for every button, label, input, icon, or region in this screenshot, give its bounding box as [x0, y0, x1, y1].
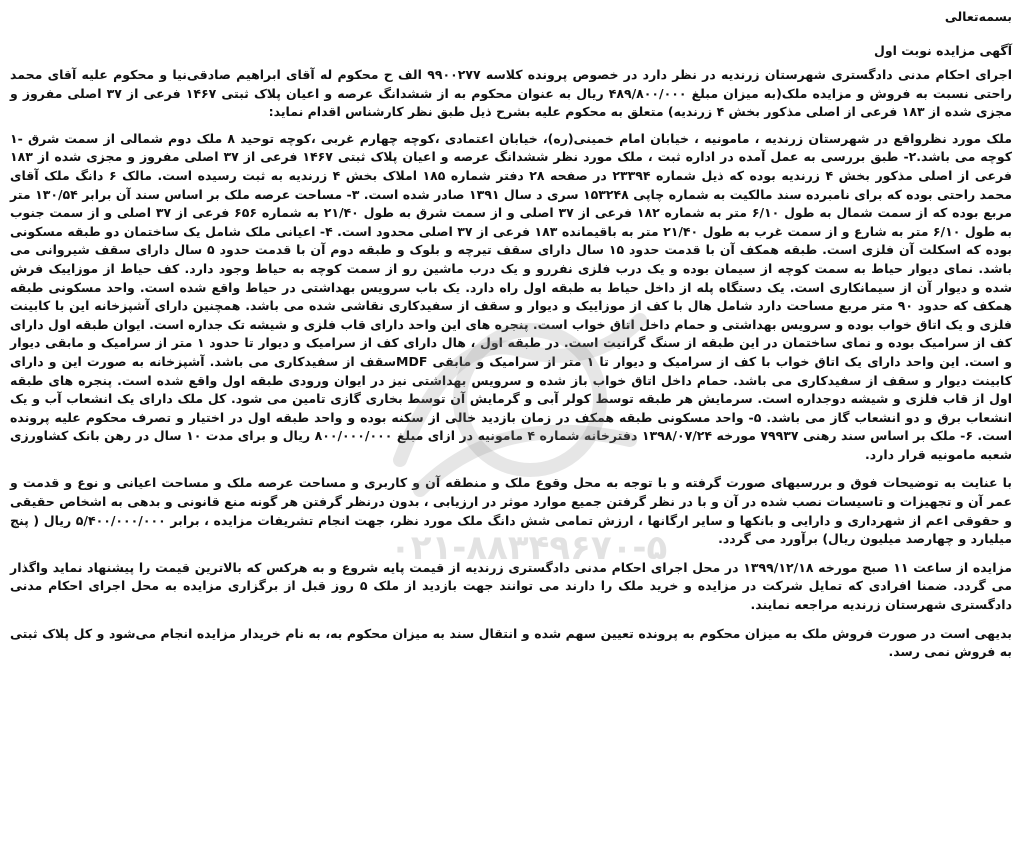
- valuation-paragraph: با عنایت به توضیحات فوق و بررسیهای صورت گرفته و با توجه به محل وقوع ملک و منطقه آن و کاربری و مساحت عرصه ملک و مساحت اعیانی و نوع و قدمت و عمر آن و تجهیزات و تاسیسات نصب شده در آن و با در نظر گرفتن جمیع موارد موثر در ارزیابی ، بدون درنظر گرفتن هر گونه منع قانونی و بدهی به اشخاص حقیقی و حقوقی اعم از شهرداری و دارایی و بانکها و سایر ارگانها ، ارزش تمامی شش دانگ ملک مورد نظر، جهت انجام تشریفات مزایده ، برابر ۵/۴۰۰/۰۰۰/۰۰۰ ریال ( پنج میلیارد و چهارصد میلیون ریال) برآورد می گردد.: [10, 475, 1012, 547]
- auction-details-paragraph: مزایده از ساعت ۱۱ صبح مورخه ۱۳۹۹/۱۲/۱۸ در محل اجرای احکام مدنی دادگستری زرندیه از قیمت پایه شروع و به هرکس که بالاترین قیمت را پیشنهاد نماید واگذار می گردد. ضمنا افرادی که تمایل شرکت در مزایده و خرید ملک را دارند می توانند جهت بازدید از ملک ۵ روز قبل از برگزاری مزایده به محل اجرای احکام مدنی دادگستری شهرستان زرندیه مراجعه نمایند.: [10, 559, 1012, 613]
- intro-paragraph: اجرای احکام مدنی دادگستری شهرستان زرندیه در نظر دارد در خصوص پرونده کلاسه ۹۹۰۰۲۷۷ الف ح محکوم له آقای ابراهیم صادقی‌نیا و محکوم علیه آقای محمد راحتی نسبت به فروش و مزایده ملک(به میزان مبلغ ۴۸۹/۸۰۰/۰۰۰ ریال به عنوان محکوم به از ششدانگ عرصه و اعیان پلاک ثبتی ۱۴۶۷ فرعی از ۳۷ اصلی مفروز و مجزی شده از ۱۸۳ فرعی از اصلی مذکور بخش ۴ زرندیه) متعلق به محکوم علیه بشرح ذیل طبق نظر کارشناس اقدام نماید:: [10, 67, 1012, 120]
- watermark-phone: ۰۲۱-۸۸۳۴۹۶۷۰-۵: [390, 528, 668, 568]
- property-description-paragraph: ملک مورد نظرواقع در شهرستان زرندیه ، مامونیه ، خیابان امام خمینی(ره)، خیابان اعتمادی ،کوچه چهارم غربی ،کوچه توحید ۸ ملک دوم شمالی از سمت شرق -۱ کوچه می باشد.۲- طبق بررسی به عمل آمده در اداره ثبت ، ملک مورد نظر ششدانگ عرصه و اعیان پلاک ثبتی ۱۴۶۷ فرعی از ۳۷ اصلی مفروز و مجزی شده از ۱۸۳ فرعی از اصلی مذکور بخش ۴ زرندیه بوده که ذیل شماره ۲۳۳۹۴ در صفحه ۲۸ دفتر شماره ۱۸۵ املاک بخش ۴ زرندیه به ثبت رسیده است. مالک ۶ دانگ ملک آقای محمد راحتی بوده که برای نامبرده سند مالکیت به شماره چاپی ۱۵۳۲۴۸ سری د سال ۱۳۹۱ صادر شده است. ۳- مساحت عرصه ملک بر اساس سند آن برابر ۱۳۰/۵۴ متر مربع بوده که از سمت شمال به طول ۶/۱۰ متر به شماره ۱۸۲ فرعی از ۳۷ اصلی و از سمت شرق به طول ۲۱/۴۰ به شماره ۶۵۶ فرعی از ۳۷ اصلی و از سمت جنوب به طول ۶/۱۰ متر به شارع و از سمت غرب به طول ۲۱/۴۰ متر به باقیمانده ۱۸۳ فرعی از ۳۷ اصلی محدود است. ۴- اعیانی ملک شامل یک ساختمان دو طبقه مسکونی بوده که اسکلت آن فلزی است. طبقه همکف آن با قدمت حدود ۱۵ سال دارای سقف تیرچه و بلوک و طبقه دوم آن با قدمت حدود ۵ سال دارای سقف شیروانی می باشد. نمای دیوار حیاط به سمت کوچه از سیمان بوده و یک درب فلزی نفررو و یک درب ماشین رو از سمت کوچه به حیاط وجود دارد. کف حیاط از موزاییک فرش شده و دیوار آن از سیمانکاری است. یک دستگاه پله از داخل حیاط به طبقه اول راه دارد. یک باب سرویس بهداشتی در حیاط واقع شده است. واحد مسکونی طبقه همکف که حدود ۹۰ متر مربع مساحت دارد شامل هال با کف از موزاییک و دیوار و سقف از سفیدکاری نقاشی شده می باشد. همچنین دارای آشپزخانه این با کابینت فلزی و یک اتاق خواب بوده و سرویس بهداشتی و حمام داخل اتاق خواب است. پنجره های این واحد دارای قاب فلزی و شیشه تک جداره است. ایوان طبقه اول دارای کف از سرامیک بوده و نمای ساختمان در این طبقه از سنگ گرانیت است. در طبقه اول ، هال دارای کف از سرامیک و دیوار تا حدود ۱ متر از سرامیک و مابقی دیوار و است. این واحد دارای یک اتاق خواب با کف از سرامیک و دیوار تا ۱ متر از سرامیک و مابقی MDFسقف از سفیدکاری می باشد. آشپزخانه به صورت این و دارای کابینت دیوار و سقف از سفیدکاری می باشد. حمام داخل اتاق خواب باز شده و سرویس بهداشتی نیز در ایوان ورودی طبقه اول واقع شده است. پنجره های طبقه اول از قاب فلزی و شیشه دوجداره است. سرمایش هر طبقه توسط کولر آبی و گرمایش آن توسط بخاری گازی تامین می شود. کل ملک دارای یک انشعاب آب و یک انشعاب برق و دو انشعاب گاز می باشد. ۵- واحد مسکونی طبقه همکف در زمان بازدید خالی از سکنه بوده و واحد طبقه اول در اختیار و تصرف محکوم علیه پرونده است. ۶- ملک بر اساس سند رهنی ۷۹۹۳۷ مورخه ۱۳۹۸/۰۷/۲۴ دفترخانه شماره ۴ مامونیه در ازای مبلغ ۸۰۰/۰۰۰/۰۰۰ ریال و برای مدت ۱۰ سال در رهن بانک کشاورزی شعبه مامونیه قرار دارد.: [10, 130, 1013, 462]
- invocation-heading: بسمه‌تعالی: [944, 9, 1012, 24]
- closing-paragraph: بدیهی است در صورت فروش ملک به میزان محکوم به پرونده تعیین سهم شده و انتقال سند به میزان محکوم به، به نام خریدار مزایده انجام می‌شود و کل پلاک ثبتی به فروش نمی رسد.: [10, 625, 1012, 660]
- notice-title: آگهی مزایده نوبت اول: [874, 43, 1012, 58]
